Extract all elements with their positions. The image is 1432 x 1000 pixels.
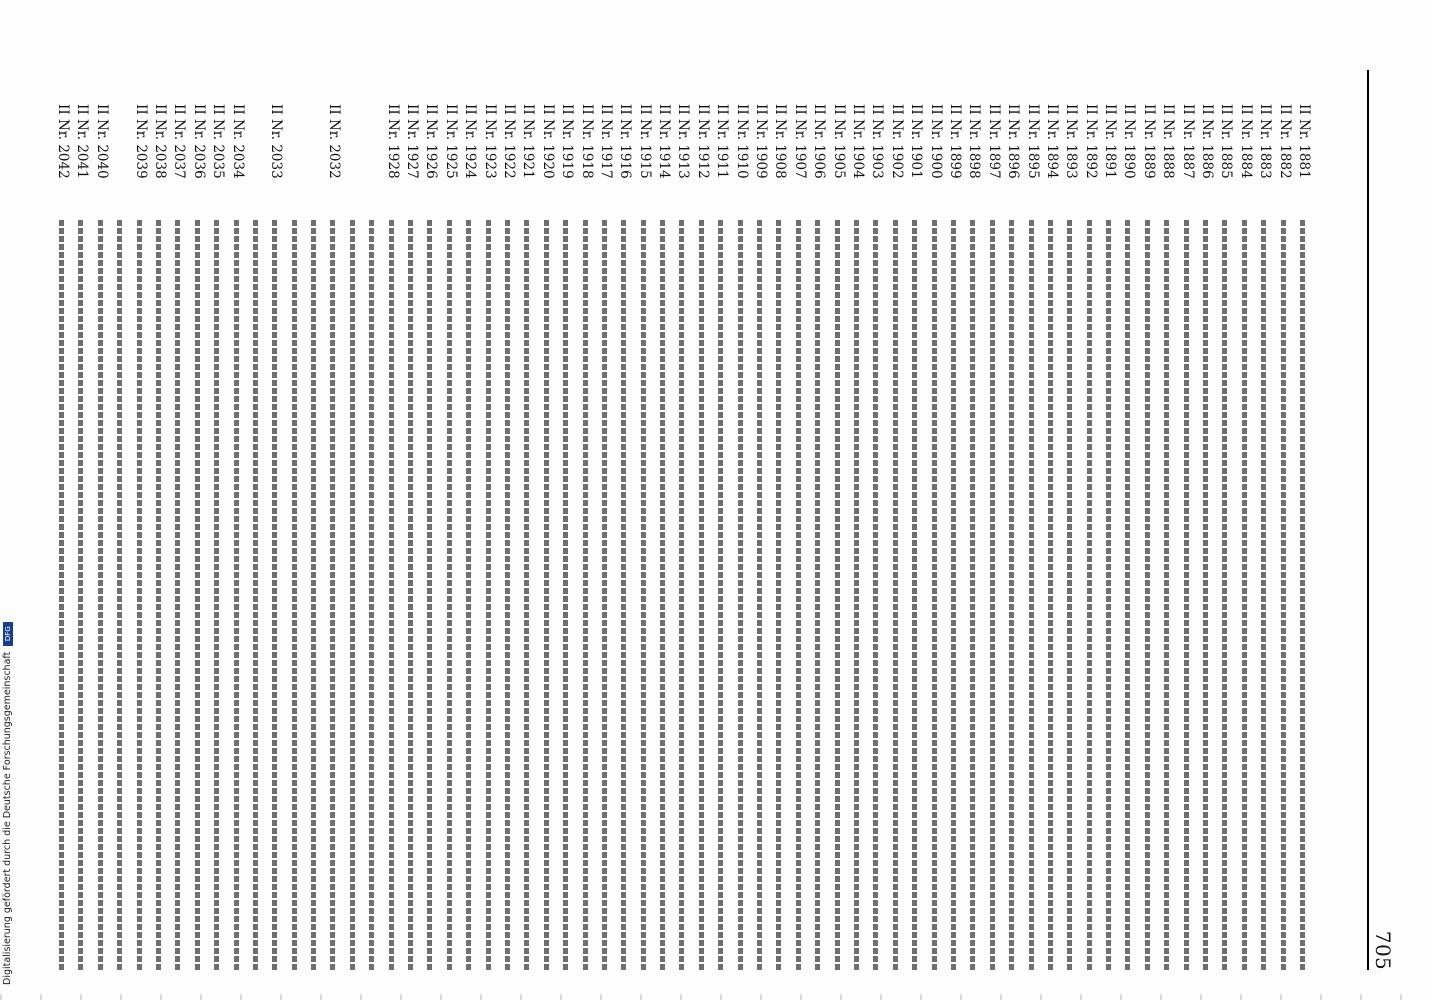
list-item <box>518 70 537 970</box>
petition-number: II Nr. 1882 <box>1276 104 1293 179</box>
illegible-text-line <box>873 220 878 970</box>
petition-number: II Nr. 1883 <box>1257 104 1274 179</box>
illegible-text-line <box>776 220 781 970</box>
list-item <box>1138 70 1157 970</box>
petition-number: II Nr. 1915 <box>636 104 653 179</box>
list-item <box>1080 70 1099 970</box>
illegible-text-line <box>447 220 452 970</box>
petition-number: II Nr. 1884 <box>1237 104 1254 179</box>
list-item <box>867 70 886 970</box>
list-item <box>596 70 615 970</box>
illegible-text-line <box>1145 220 1150 970</box>
petition-number: II Nr. 2038 <box>151 104 168 179</box>
petition-number: II Nr. 1909 <box>753 104 770 179</box>
list-item <box>382 70 401 970</box>
petition-number: II Nr. 1919 <box>559 104 576 179</box>
petition-number: II Nr. 1891 <box>1102 104 1119 179</box>
illegible-text-line <box>505 220 510 970</box>
list-item <box>1100 70 1119 970</box>
illegible-text-line <box>1242 220 1247 970</box>
petition-number: II Nr. 2033 <box>268 104 285 179</box>
petition-number: II Nr. 1896 <box>1005 104 1022 179</box>
list-item <box>770 70 789 970</box>
list-item <box>1003 70 1022 970</box>
petition-number: II Nr. 1901 <box>908 104 925 179</box>
illegible-text-line <box>893 220 898 970</box>
petition-number: II Nr. 1892 <box>1082 104 1099 179</box>
petition-number: II Nr. 1921 <box>520 104 537 179</box>
illegible-text-line <box>369 220 374 970</box>
dfg-logo-icon: DFG <box>3 622 13 646</box>
petition-number: II Nr. 1912 <box>694 104 711 179</box>
illegible-text-line <box>563 220 568 970</box>
petition-number: II Nr. 1900 <box>927 104 944 179</box>
petition-number: II Nr. 1918 <box>578 104 595 179</box>
petition-number: II Nr. 1904 <box>850 104 867 179</box>
page-number: 705 <box>1371 930 1395 970</box>
list-item <box>266 70 285 970</box>
list-item <box>1061 70 1080 970</box>
illegible-text-line <box>1222 220 1227 970</box>
illegible-text-line <box>524 220 529 970</box>
illegible-text-line <box>195 220 200 970</box>
petition-number: II Nr. 1908 <box>772 104 789 179</box>
list-item <box>1197 70 1216 970</box>
petition-number: II Nr. 2034 <box>229 104 246 179</box>
petition-number: II Nr. 1928 <box>384 104 401 179</box>
list-item <box>421 70 440 970</box>
illegible-text-line <box>59 220 64 970</box>
list-item <box>886 70 905 970</box>
illegible-text-line <box>796 220 801 970</box>
petition-number: II Nr. 1902 <box>888 104 905 179</box>
illegible-text-line <box>408 220 413 970</box>
list-item <box>983 70 1002 970</box>
petition-number: II Nr. 1924 <box>462 104 479 179</box>
illegible-text-line <box>970 220 975 970</box>
credit-text: Digitalisierung gefördert durch die Deutsche Forschungsgemeinschaft <box>2 651 13 985</box>
list-item <box>964 70 983 970</box>
illegible-text-line <box>544 220 549 970</box>
petition-number: II Nr. 1917 <box>597 104 614 179</box>
petition-number: II Nr. 2041 <box>74 104 91 179</box>
illegible-text-line <box>466 220 471 970</box>
illegible-text-line <box>137 220 142 970</box>
petition-number: II Nr. 1905 <box>830 104 847 179</box>
illegible-text-line <box>738 220 743 970</box>
list-item <box>751 70 770 970</box>
petition-number: II Nr. 1906 <box>811 104 828 179</box>
list-item <box>111 70 130 970</box>
petition-number: II Nr. 1888 <box>1160 104 1177 179</box>
petition-number: II Nr. 2040 <box>93 104 110 179</box>
illegible-text-line <box>156 220 161 970</box>
list-item <box>1158 70 1177 970</box>
illegible-text-line <box>990 220 995 970</box>
illegible-text-line <box>1300 220 1305 970</box>
illegible-text-line <box>78 220 83 970</box>
illegible-text-line <box>234 220 239 970</box>
list-item <box>1119 70 1138 970</box>
list-item <box>91 70 110 970</box>
illegible-text-line <box>951 220 956 970</box>
illegible-text-line <box>602 220 607 970</box>
petition-number: II Nr. 1889 <box>1140 104 1157 179</box>
petition-number: II Nr. 1911 <box>714 104 731 179</box>
illegible-text-line <box>389 220 394 970</box>
digitization-credit <box>2 622 13 985</box>
illegible-text-line <box>214 220 219 970</box>
list-item <box>789 70 808 970</box>
list-item <box>1216 70 1235 970</box>
illegible-text-line <box>1048 220 1053 970</box>
list-item <box>227 70 246 970</box>
illegible-text-line <box>1164 220 1169 970</box>
petition-number: II Nr. 1890 <box>1121 104 1138 179</box>
illegible-text-line <box>932 220 937 970</box>
petition-number: II Nr. 1923 <box>481 104 498 179</box>
petition-number: II Nr. 1887 <box>1179 104 1196 179</box>
list-item <box>1274 70 1293 970</box>
petition-number: II Nr. 1920 <box>539 104 556 179</box>
scan-edge <box>0 994 1432 1000</box>
illegible-text-line <box>272 220 277 970</box>
illegible-text-line <box>1125 220 1130 970</box>
list-item <box>305 70 324 970</box>
list-item <box>1022 70 1041 970</box>
list-item <box>537 70 556 970</box>
petition-number: II Nr. 1913 <box>675 104 692 179</box>
list-item <box>809 70 828 970</box>
list-item <box>130 70 149 970</box>
list-item <box>557 70 576 970</box>
list-item <box>460 70 479 970</box>
list-item <box>208 70 227 970</box>
list-item <box>712 70 731 970</box>
illegible-text-line <box>815 220 820 970</box>
petition-number: II Nr. 2037 <box>171 104 188 179</box>
illegible-text-line <box>854 220 859 970</box>
list-item <box>634 70 653 970</box>
petition-number: II Nr. 2036 <box>190 104 207 179</box>
list-item <box>324 70 343 970</box>
list-item <box>615 70 634 970</box>
list-item <box>188 70 207 970</box>
petition-number: II Nr. 2032 <box>326 104 343 179</box>
illegible-text-line <box>699 220 704 970</box>
illegible-text-line <box>311 220 316 970</box>
petition-number: II Nr. 1885 <box>1218 104 1235 179</box>
petition-list <box>53 70 1313 970</box>
petition-number: II Nr. 1881 <box>1296 104 1312 179</box>
list-item <box>1177 70 1196 970</box>
illegible-text-line <box>1184 220 1189 970</box>
list-item <box>828 70 847 970</box>
illegible-text-line <box>680 220 685 970</box>
list-item <box>169 70 188 970</box>
petition-number: II Nr. 1897 <box>985 104 1002 179</box>
list-item <box>848 70 867 970</box>
illegible-text-line <box>757 220 762 970</box>
illegible-text-line <box>1261 220 1266 970</box>
running-header <box>1367 70 1395 970</box>
list-item <box>576 70 595 970</box>
petition-number: II Nr. 1927 <box>404 104 421 179</box>
illegible-text-line <box>98 220 103 970</box>
list-item <box>906 70 925 970</box>
list-item <box>693 70 712 970</box>
illegible-text-line <box>175 220 180 970</box>
illegible-text-line <box>486 220 491 970</box>
illegible-text-line <box>660 220 665 970</box>
petition-number: II Nr. 1925 <box>442 104 459 179</box>
petition-number: II Nr. 1893 <box>1063 104 1080 179</box>
petition-number: II Nr. 2035 <box>210 104 227 179</box>
illegible-text-line <box>912 220 917 970</box>
list-item <box>343 70 362 970</box>
illegible-text-line <box>641 220 646 970</box>
list-item <box>731 70 750 970</box>
illegible-text-line <box>117 220 122 970</box>
list-item <box>1255 70 1274 970</box>
list-item <box>673 70 692 970</box>
petition-number: II Nr. 1926 <box>423 104 440 179</box>
petition-number: II Nr. 1899 <box>946 104 963 179</box>
list-item <box>1235 70 1254 970</box>
illegible-text-line <box>1087 220 1092 970</box>
list-item <box>440 70 459 970</box>
illegible-text-line <box>253 220 258 970</box>
list-item <box>402 70 421 970</box>
illegible-text-line <box>427 220 432 970</box>
petition-number: II Nr. 1895 <box>1024 104 1041 179</box>
illegible-text-line <box>292 220 297 970</box>
petition-number: II Nr. 1886 <box>1199 104 1216 179</box>
petition-number: II Nr. 1910 <box>733 104 750 179</box>
petition-number: II Nr. 1922 <box>500 104 517 179</box>
list-item <box>1042 70 1061 970</box>
petition-number: II Nr. 1898 <box>966 104 983 179</box>
illegible-text-line <box>1009 220 1014 970</box>
illegible-text-line <box>1281 220 1286 970</box>
petition-number: II Nr. 2042 <box>55 104 71 179</box>
petition-number: II Nr. 1903 <box>869 104 886 179</box>
list-item <box>53 70 72 970</box>
list-item <box>945 70 964 970</box>
illegible-text-line <box>583 220 588 970</box>
list-item <box>285 70 304 970</box>
petition-number: II Nr. 2039 <box>132 104 149 179</box>
list-item <box>1294 70 1313 970</box>
illegible-text-line <box>1029 220 1034 970</box>
list-item <box>150 70 169 970</box>
list-item <box>72 70 91 970</box>
illegible-text-line <box>1106 220 1111 970</box>
illegible-text-line <box>718 220 723 970</box>
illegible-text-line <box>621 220 626 970</box>
illegible-text-line <box>350 220 355 970</box>
list-item <box>363 70 382 970</box>
illegible-text-line <box>1067 220 1072 970</box>
list-item <box>247 70 266 970</box>
illegible-text-line <box>1203 220 1208 970</box>
petition-number: II Nr. 1914 <box>656 104 673 179</box>
list-item <box>479 70 498 970</box>
list-item <box>654 70 673 970</box>
illegible-text-line <box>835 220 840 970</box>
petition-number: II Nr. 1894 <box>1043 104 1060 179</box>
list-item <box>499 70 518 970</box>
petition-number: II Nr. 1916 <box>617 104 634 179</box>
illegible-text-line <box>330 220 335 970</box>
rotated-text-block <box>55 70 1395 970</box>
petition-number: II Nr. 1907 <box>791 104 808 179</box>
list-item <box>925 70 944 970</box>
